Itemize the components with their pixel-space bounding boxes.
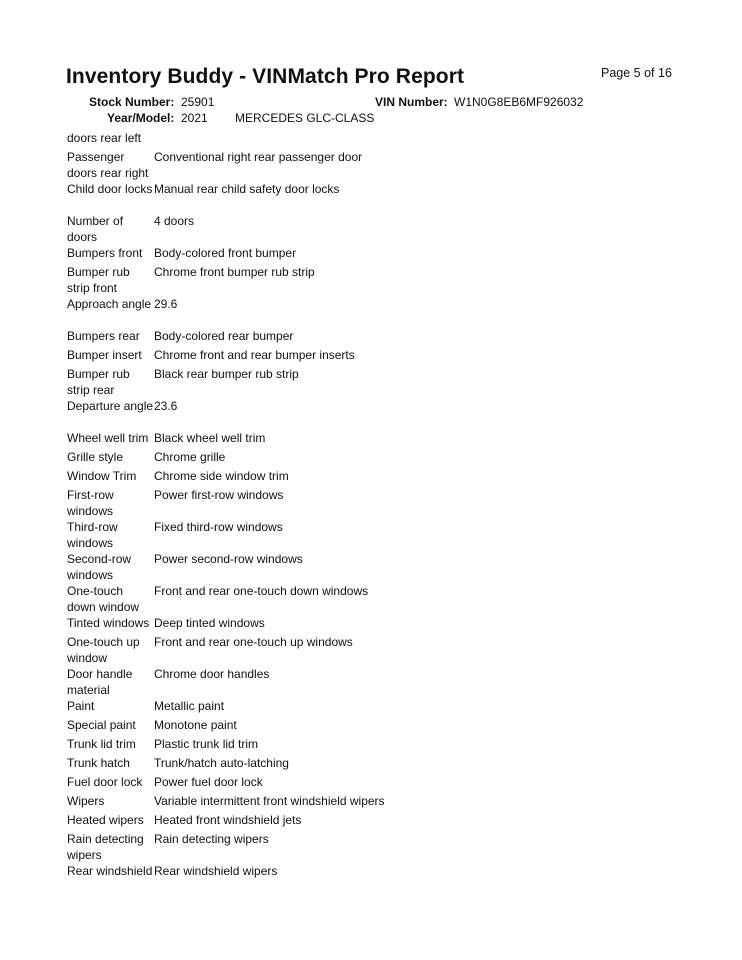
spec-value: Front and rear one-touch down windows bbox=[154, 584, 369, 598]
spec-label: Bumper rub strip front bbox=[67, 265, 130, 295]
stock-number-value: 25901 bbox=[181, 95, 215, 109]
spec-label: Bumper rub strip rear bbox=[67, 367, 130, 397]
vin-number-value: W1N0G8EB6MF926032 bbox=[454, 95, 584, 109]
spec-row bbox=[67, 348, 707, 367]
spec-row bbox=[67, 832, 707, 864]
spec-label: Passenger doors rear right bbox=[67, 150, 149, 180]
spec-value: Power second-row windows bbox=[154, 552, 303, 566]
spec-value: 4 doors bbox=[154, 214, 195, 228]
spec-label: Tinted windows bbox=[67, 616, 150, 630]
spec-value: Chrome side window trim bbox=[154, 469, 289, 483]
spec-row bbox=[67, 667, 707, 699]
spec-label: Special paint bbox=[67, 718, 136, 732]
spec-row bbox=[67, 864, 707, 896]
spec-row bbox=[67, 469, 707, 488]
spec-row bbox=[67, 584, 707, 616]
spec-label: Grille style bbox=[67, 450, 124, 464]
stock-number-label: Stock Number: bbox=[89, 95, 175, 109]
spec-label: Trunk hatch bbox=[67, 756, 130, 770]
year-value: 2021 bbox=[181, 111, 208, 125]
spec-value: 23.6 bbox=[154, 399, 178, 413]
spec-label: One-touch down window bbox=[67, 584, 140, 614]
spec-value: Trunk/hatch auto-latching bbox=[154, 756, 289, 770]
spec-row bbox=[67, 450, 707, 469]
spec-value: Chrome front and rear bumper inserts bbox=[154, 348, 355, 362]
spec-row bbox=[67, 718, 707, 737]
spec-row bbox=[67, 367, 707, 399]
spec-value: Fixed third-row windows bbox=[154, 520, 283, 534]
spec-value: Power first-row windows bbox=[154, 488, 284, 502]
spec-row bbox=[67, 246, 707, 265]
spec-row bbox=[67, 399, 707, 431]
spec-row bbox=[67, 488, 707, 520]
spec-label: Wipers bbox=[67, 794, 105, 808]
spec-row bbox=[67, 756, 707, 775]
spec-row bbox=[67, 813, 707, 832]
spec-label: Bumper insert bbox=[67, 348, 142, 362]
spec-label: doors rear left bbox=[67, 131, 142, 145]
spec-row bbox=[67, 775, 707, 794]
spec-label: Rain detecting wipers bbox=[67, 832, 144, 862]
spec-value: Power fuel door lock bbox=[154, 775, 263, 789]
spec-value: Rain detecting wipers bbox=[154, 832, 269, 846]
spec-value: 29.6 bbox=[154, 297, 178, 311]
page-number: Page 5 of 16 bbox=[601, 66, 672, 80]
spec-row bbox=[67, 635, 707, 667]
spec-row bbox=[67, 699, 707, 718]
spec-row bbox=[67, 794, 707, 813]
vin-number-label: VIN Number: bbox=[375, 95, 448, 109]
spec-value: Heated front windshield jets bbox=[154, 813, 302, 827]
spec-value: Deep tinted windows bbox=[154, 616, 265, 630]
spec-value: Rear windshield wipers bbox=[154, 864, 278, 878]
spec-row bbox=[67, 431, 707, 450]
spec-value: Monotone paint bbox=[154, 718, 237, 732]
spec-value: Conventional right rear passenger door bbox=[154, 150, 363, 164]
spec-value: Chrome door handles bbox=[154, 667, 270, 681]
spec-row bbox=[67, 265, 707, 297]
spec-label: Window Trim bbox=[67, 469, 137, 483]
spec-label: Number of doors bbox=[67, 214, 124, 244]
spec-value: Front and rear one-touch up windows bbox=[154, 635, 353, 649]
spec-row bbox=[67, 737, 707, 756]
spec-value: Body-colored rear bumper bbox=[154, 329, 294, 343]
spec-row bbox=[67, 297, 707, 329]
spec-label: Second-row windows bbox=[67, 552, 132, 582]
spec-label: Rear windshield bbox=[67, 864, 153, 878]
spec-row bbox=[67, 616, 707, 635]
spec-value: Chrome front bumper rub strip bbox=[154, 265, 315, 279]
spec-value: Variable intermittent front windshield wipers bbox=[154, 794, 385, 808]
spec-label: Heated wipers bbox=[67, 813, 144, 827]
spec-label: Wheel well trim bbox=[67, 431, 149, 445]
model-value: MERCEDES GLC-CLASS bbox=[235, 111, 375, 125]
spec-label: Departure angle bbox=[67, 399, 154, 413]
spec-row bbox=[67, 182, 707, 214]
spec-row bbox=[67, 150, 707, 182]
spec-label: Paint bbox=[67, 699, 95, 713]
spec-value: Metallic paint bbox=[154, 699, 225, 713]
spec-row bbox=[67, 552, 707, 584]
spec-value: Chrome grille bbox=[154, 450, 226, 464]
spec-label: Bumpers front bbox=[67, 246, 143, 260]
spec-label: Third-row windows bbox=[67, 520, 118, 550]
spec-label: Approach angle bbox=[67, 297, 152, 311]
spec-label: Fuel door lock bbox=[67, 775, 143, 789]
spec-label: Bumpers rear bbox=[67, 329, 140, 343]
spec-row bbox=[67, 131, 707, 150]
spec-value: Black rear bumper rub strip bbox=[154, 367, 299, 381]
spec-value: Black wheel well trim bbox=[154, 431, 266, 445]
spec-row bbox=[67, 214, 707, 246]
spec-label: One-touch up window bbox=[67, 635, 140, 665]
spec-list bbox=[67, 131, 707, 896]
spec-label: Door handle material bbox=[67, 667, 133, 697]
spec-value: Plastic trunk lid trim bbox=[154, 737, 259, 751]
spec-row bbox=[67, 329, 707, 348]
spec-label: First-row windows bbox=[67, 488, 114, 518]
spec-value: Manual rear child safety door locks bbox=[154, 182, 340, 196]
spec-label: Child door locks bbox=[67, 182, 153, 196]
report-title: Inventory Buddy - VINMatch Pro Report bbox=[66, 65, 465, 88]
spec-row bbox=[67, 520, 707, 552]
spec-label: Trunk lid trim bbox=[67, 737, 136, 751]
spec-value: Body-colored front bumper bbox=[154, 246, 297, 260]
year-model-label: Year/Model: bbox=[107, 111, 175, 125]
